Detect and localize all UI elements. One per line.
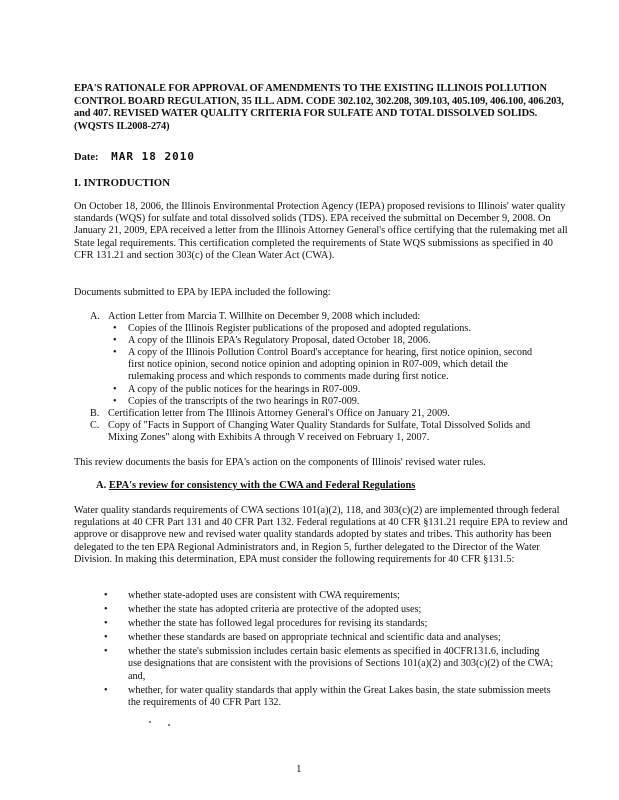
requirement-text: whether state-adopted uses are consistent with CWA requirements; <box>128 590 400 601</box>
bullet-icon: • <box>104 604 108 616</box>
bullet-icon: • <box>113 335 117 347</box>
sub-item-text: A copy of the Illinois EPA's Regulatory Proposal, dated October 18, 2006. <box>128 335 431 347</box>
sub-list-item <box>90 335 550 347</box>
bullet-icon: • <box>113 383 117 395</box>
sub-item-text: Copies of the transcripts of the two hearings in R07-009. <box>128 395 360 407</box>
sub-item-text: A copy of the public notices for the hearings in R07-009. <box>128 383 361 395</box>
requirement-text: whether the state has followed legal procedures for revising its standards; <box>128 618 428 630</box>
requirement-text: whether the state has adopted criteria are protective of the adopted uses; <box>128 604 422 616</box>
list-marker: A. <box>90 311 100 322</box>
date-stamp: MAR 18 2010 <box>111 150 195 163</box>
list-item <box>90 420 550 444</box>
list-item <box>90 311 550 323</box>
scan-speck <box>168 724 170 726</box>
list-item <box>104 618 554 630</box>
documents-intro: Documents submitted to EPA by IEPA included the following: <box>74 287 331 298</box>
bullet-icon: • <box>104 646 108 658</box>
list-item <box>104 590 554 602</box>
page-number: 1 <box>296 763 302 775</box>
date-line <box>74 150 195 163</box>
list-item <box>90 408 550 420</box>
cwa-paragraph: Water quality standards requirements of CWA sections 101(a)(2), 118, and 303(c)(2) are implemented through federal regulations at 40 CFR Part 131 and 40 CFR Part 132. Federal regulations at 40 CFR §131.21 require EPA to review and approve or disapprove new and revised water quality standards adopted by states and tribes. This authority has been delegated to the ten EPA Regional Administrators and, in Region 5, further delegated to the Director of the Water Division. In making this determination, EPA must consider the following requirements for 40 CFR §131.5: <box>74 505 568 565</box>
bullet-icon: • <box>104 618 108 630</box>
list-item <box>104 685 554 709</box>
document-title: EPA'S RATIONALE FOR APPROVAL OF AMENDMENTS TO THE EXISTING ILLINOIS POLLUTION CONTROL BOARD REGULATION, 35 ILL. ADM. CODE 302.102, 302.208, 309.103, 405.109, 406.100, 406.203, and 407. REVISED WATER QUALITY CRITERIA FOR SULFATE AND TOTAL DISSOLVED SOLIDS. (WQSTS IL2008-274) <box>74 83 564 132</box>
list-item <box>104 646 554 682</box>
list-marker: B. <box>90 407 100 419</box>
section-heading-introduction: I. INTRODUCTION <box>74 177 170 189</box>
bullet-icon: • <box>104 632 108 644</box>
intro-paragraph: On October 18, 2006, the Illinois Environmental Protection Agency (IEPA) proposed revisions to Illinois' water quality standards (WQS) for sulfate and total dissolved solids (TDS). EPA received the submittal on December 9, 2008. On January 21, 2009, EPA received a letter from the Illinois Attorney General's office certifying that the rulemaking met all State legal requirements. This certification completed the requirements of State WQS submissions as specified in 40 CFR 131.21 and section 303(c) of the Clean Water Act (CWA). <box>74 201 568 261</box>
requirement-text: whether, for water quality standards that apply within the Great Lakes basin, the state submission meets the requirements of 40 CFR Part 132. <box>128 684 551 708</box>
bullet-icon: • <box>113 323 117 335</box>
scan-speck <box>149 721 151 723</box>
section-marker: A. <box>96 480 107 491</box>
requirement-text: whether these standards are based on appropriate technical and scientific data and analyses; <box>128 632 501 644</box>
sub-list-item <box>90 323 550 335</box>
list-item <box>104 604 554 616</box>
requirement-text: whether the state's submission includes certain basic elements as specified in 40CFR131.6, including use designations that are consistent with the provisions of Sections 101(a)(2) and 303(c)(2) of the CWA; and, <box>128 646 554 682</box>
list-item <box>104 632 554 644</box>
list-item-text: Certification letter from The Illinois Attorney General's Office on January 21, 2009. <box>108 407 450 419</box>
review-paragraph: This review documents the basis for EPA's action on the components of Illinois' revised water rules. <box>74 457 486 468</box>
list-marker: C. <box>90 419 100 431</box>
date-label: Date: <box>74 152 99 163</box>
sub-item-text: A copy of the Illinois Pollution Control Board's acceptance for hearing, first notice opinion, second first notice opinion, second notice opinion and adopting opinion in R07-009, which detail the rulemaking process and which responds to comments made during first notice. <box>128 347 533 383</box>
sub-list-item <box>90 384 550 396</box>
list-item-text: Action Letter from Marcia T. Willhite on December 9, 2008 which included: <box>108 311 421 322</box>
sub-item-text: Copies of the Illinois Register publications of the proposed and adopted regulations. <box>128 323 471 335</box>
bullet-icon: • <box>113 347 117 359</box>
section-heading-a <box>96 480 415 491</box>
bullet-icon: • <box>104 684 108 696</box>
sub-list-item <box>90 347 550 383</box>
list-item-text: Copy of "Facts in Support of Changing Water Quality Standards for Sulfate, Total Dissolved Solids and Mixing Zones" along with Exhibits A through V received on February 1, 2007. <box>108 419 531 443</box>
documents-list <box>90 311 550 444</box>
bullet-icon: • <box>104 590 108 601</box>
sub-list-item <box>90 396 550 408</box>
requirements-list <box>104 590 554 711</box>
bullet-icon: • <box>113 395 117 407</box>
section-title: EPA's review for consistency with the CWA and Federal Regulations <box>108 480 416 491</box>
